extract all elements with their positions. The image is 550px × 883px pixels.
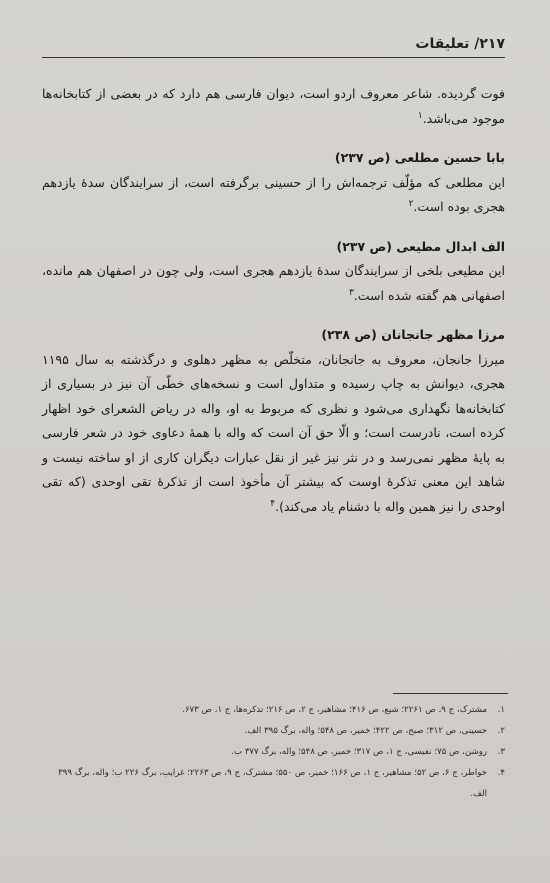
entry-heading: بابا حسین مطلعی (ص ۲۳۷)	[334, 150, 505, 165]
intro-text: فوت گردیده. شاعر معروف اردو است، دیوان فارسی هم دارد که در بعضی از کتابخانه‌ها موجود می‌باشد.	[42, 86, 505, 126]
entry-paragraph	[42, 348, 505, 520]
footnote-item	[42, 700, 505, 721]
footnote-number: ۳.	[497, 747, 505, 757]
entry-text: این مطلعی که مؤلّف ترجمه‌اش را از حسینی برگرفته است، از سرایندگان سدهٔ یازدهم هجری بوده است.	[42, 174, 505, 214]
entry-section	[42, 146, 505, 220]
footnotes	[42, 700, 505, 805]
footnote-item	[42, 721, 505, 742]
page-header	[42, 36, 505, 58]
footnote-text: حسینی، ص ۳۱۲؛ صبح، ص ۴۲۲؛ خمیر، ص ۵۴۸؛ واله، برگ ۳۹۵ الف.	[244, 726, 487, 736]
footnote-ref: ۴	[270, 498, 276, 509]
footnote-text: مشترک، ج ۹، ص ۲۲۶۱؛ شیع، ص ۴۱۶؛ مشاهیر، ج ۲، ص ۲۱۶؛ تذکره‌ها، ج ۱، ص ۶۷۳.	[182, 705, 487, 715]
entry-section	[42, 323, 505, 519]
entry-text: میرزا جانجان، معروف به جانجانان، متخلّص به مظهر دهلوی و درگذشته به سال ۱۱۹۵ هجری، دیوانش به چاپ رسیده و متداول است و نسخه‌های خطّی آن نیز در بسیاری از کتابخانه‌ها نگهداری می‌شود و نظری که مربوط به او، واله در ریاض الشعرای خود اظهار کرده است، نادرست است؛ و الّا حق آن است که واله با همهٔ دعاوی خود در شعر فارسی به پایهٔ مظهر نمی‌رسد و در نثر نیز غیر از نقل عبارات دیگران کاری از او ساخته نیست و شاهد این معنی تذکرهٔ اوست که بیشتر آن مأخوذ است از تذکرهٔ تقی اوحدی (که تقی اوحدی را نیز همین واله با دشنام یاد می‌کند).	[42, 351, 505, 514]
entry-section	[42, 235, 505, 309]
header-rule	[42, 57, 505, 58]
entry-heading: مرزا مظهر جانجانان (ص ۲۳۸)	[321, 327, 505, 342]
footnote-separator	[393, 693, 508, 694]
intro-paragraph	[42, 82, 505, 131]
footnote-ref: ۳	[348, 287, 354, 298]
entry-heading: الف ابدال مطیعی (ص ۲۳۷)	[336, 238, 505, 254]
page-body	[42, 82, 505, 519]
entry-paragraph	[42, 259, 505, 308]
footnote-number: ۴.	[497, 768, 505, 778]
footnote-number: ۱.	[497, 705, 505, 715]
footnote-text: روشن، ص ۷۵؛ نفیسی، ج ۱، ص ۳۱۷؛ خمیر، ص ۵۴۸؛ واله، برگ ۳۷۷ ب.	[231, 747, 487, 757]
footnote-text: خواطر، ج ۶، ص ۵۲؛ مشاهیر، ج ۱، ص ۱۶۶؛ خمیر، ص ۵۵۰؛ مشترک، ج ۹، ص ۲۲۶۳؛ غرایب، برگ ۲۲۶ ب؛ واله، برگ ۳۹۹ الف.	[58, 768, 487, 799]
entry-paragraph	[42, 171, 505, 220]
footnote-ref: ۲	[408, 198, 414, 209]
footnote-item	[42, 742, 505, 763]
footnote-item	[42, 763, 505, 805]
entry-text: این مطیعی بلخی از سرایندگان سدهٔ یازدهم هجری است، ولی چون در اصفهان هم مانده، اصفهانی هم گفته شده است.	[42, 263, 505, 303]
footnote-ref: ۱	[417, 110, 423, 121]
footnote-number: ۲.	[497, 726, 505, 736]
running-header: ۲۱۷/ تعلیقات	[415, 36, 505, 52]
